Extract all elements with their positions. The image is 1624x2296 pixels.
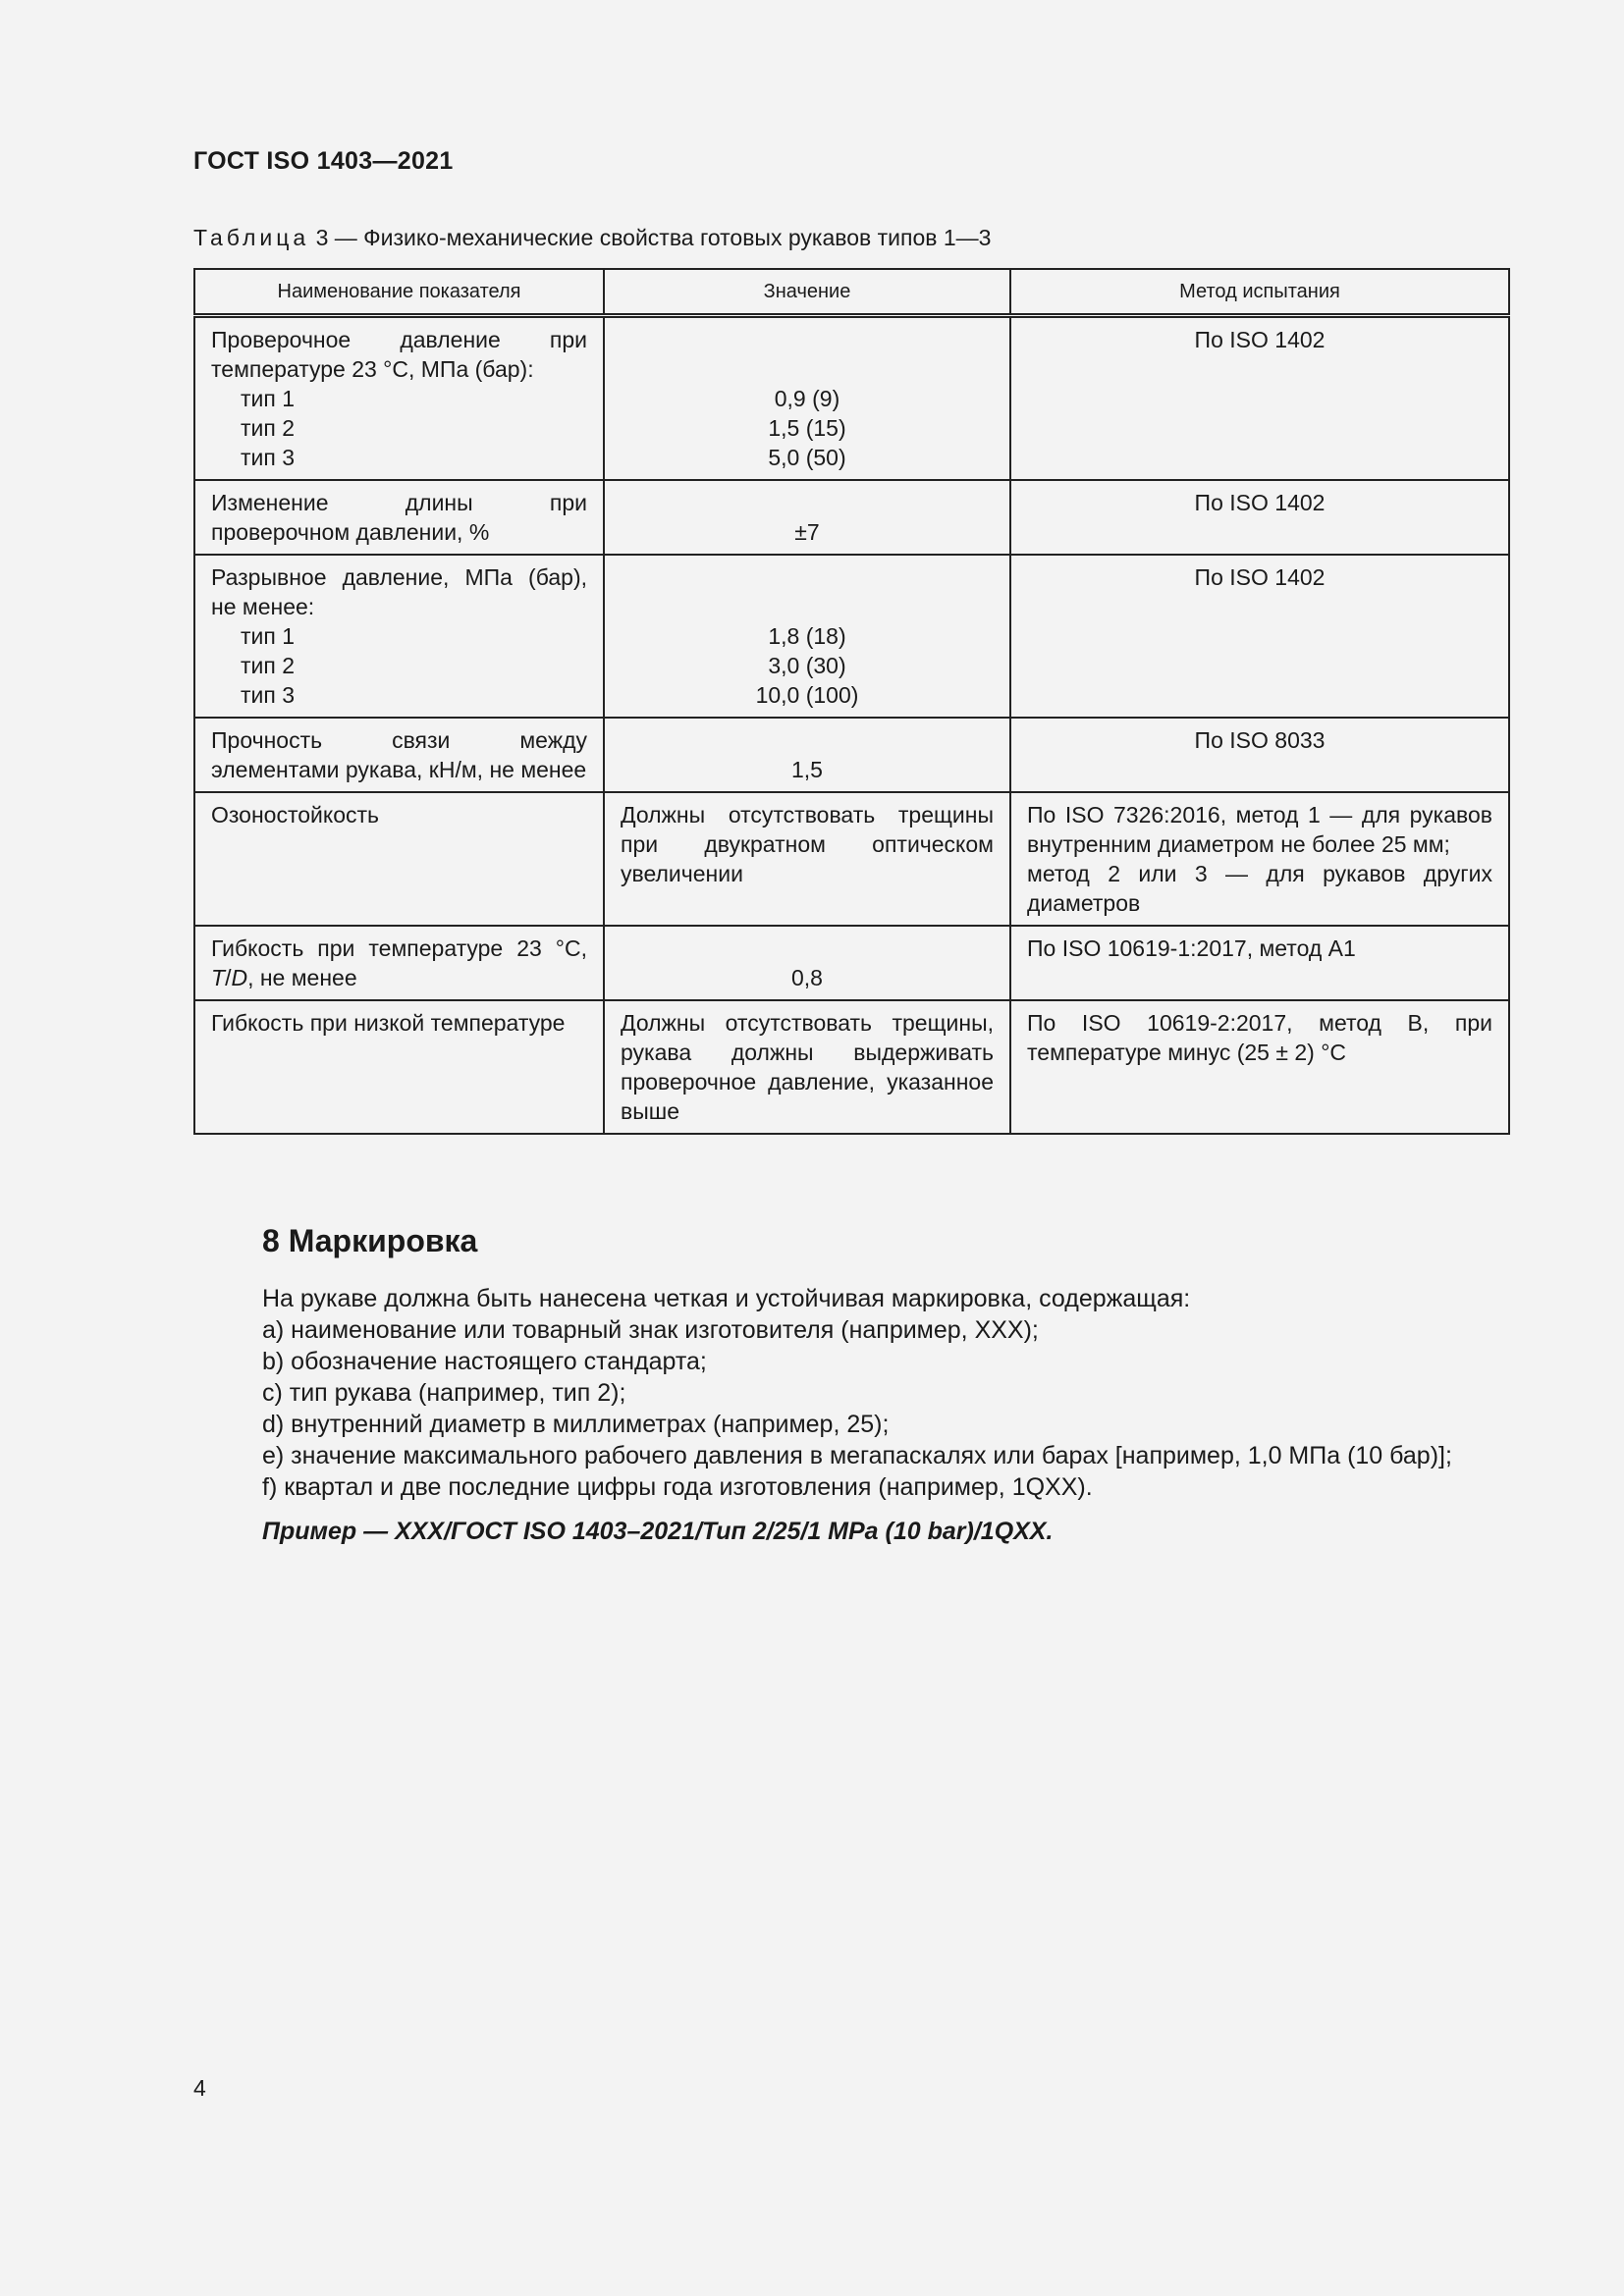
table-row bbox=[194, 926, 1509, 1000]
row-value: 0,8 bbox=[791, 965, 823, 990]
row-name: Гибкость при низкой температуре bbox=[211, 1010, 566, 1036]
row-name-italic-t: T bbox=[211, 965, 226, 990]
cell-method: По ISO 1402 bbox=[1010, 555, 1509, 718]
cell-method: По ISO 1402 bbox=[1010, 480, 1509, 555]
table-row bbox=[194, 555, 1509, 718]
row-name-suffix: , не менее bbox=[247, 965, 357, 990]
method-line: метод 2 или 3 — для рукавов других диаметров bbox=[1027, 861, 1492, 916]
row-sub-label: тип 1 bbox=[241, 386, 296, 411]
row-name-prefix: Гибкость при температуре 23 °C, bbox=[211, 935, 587, 961]
list-item: с) тип рукава (например, тип 2); bbox=[262, 1379, 626, 1407]
cell-value: Должны отсутствовать трещины при двукратном оптическом увеличении bbox=[604, 792, 1010, 926]
section-title: 8 Маркировка bbox=[262, 1223, 478, 1258]
cell-name bbox=[194, 480, 604, 555]
cell-method: По ISO 8033 bbox=[1010, 718, 1509, 792]
cell-name bbox=[194, 1000, 604, 1134]
table-caption-text: 3 — Физико-механические свойства готовых рукавов типов 1—3 bbox=[309, 225, 992, 250]
list-item: а) наименование или товарный знак изготовителя (например, XXX); bbox=[262, 1316, 1039, 1344]
column-header-name: Наименование показателя bbox=[194, 269, 604, 316]
row-value: 0,9 (9) bbox=[774, 386, 840, 411]
row-sub-label: тип 2 bbox=[241, 415, 296, 441]
list-item: f) квартал и две последние цифры года изготовления (например, 1QXX). bbox=[262, 1473, 1093, 1501]
row-value: 1,8 (18) bbox=[768, 623, 846, 649]
row-sub-label: тип 2 bbox=[241, 653, 296, 678]
row-value: 3,0 (30) bbox=[768, 653, 846, 678]
row-name-slash: / bbox=[225, 965, 232, 990]
cell-value bbox=[604, 555, 1010, 718]
row-value: 5,0 (50) bbox=[768, 445, 846, 470]
list-item: d) внутренний диаметр в миллиметрах (например, 25); bbox=[262, 1411, 890, 1438]
row-name: Разрывное давление, МПа (бар), не менее: bbox=[211, 564, 587, 619]
cell-value bbox=[604, 316, 1010, 481]
row-name: Изменение длины при проверочном давлении, % bbox=[211, 490, 587, 545]
row-sub-label: тип 1 bbox=[241, 623, 296, 649]
table-header-row bbox=[194, 269, 1509, 316]
cell-name bbox=[194, 316, 604, 481]
page-number: 4 bbox=[193, 2075, 206, 2101]
section-intro: На рукаве должна быть нанесена четкая и устойчивая маркировка, содержащая: bbox=[262, 1285, 1191, 1312]
table-row bbox=[194, 718, 1509, 792]
document-header: ГОСТ ISO 1403—2021 bbox=[193, 147, 454, 175]
row-value: 1,5 (15) bbox=[768, 415, 846, 441]
table-row bbox=[194, 480, 1509, 555]
cell-value: Должны отсутствовать трещины, рукава должны выдерживать проверочное давление, указанное выше bbox=[604, 1000, 1010, 1134]
row-value: 10,0 (100) bbox=[755, 682, 859, 708]
table-row bbox=[194, 316, 1509, 481]
column-header-method: Метод испытания bbox=[1010, 269, 1509, 316]
marking-example: Пример — XXX/ГОСТ ISO 1403–2021/Тип 2/25/1 MPa (10 bar)/1QXX. bbox=[262, 1518, 1054, 1545]
table-caption bbox=[193, 225, 991, 251]
list-item: b) обозначение настоящего стандарта; bbox=[262, 1348, 707, 1375]
cell-method bbox=[1010, 792, 1509, 926]
column-header-value: Значение bbox=[604, 269, 1010, 316]
row-name: Озоностойкость bbox=[211, 802, 380, 828]
cell-name bbox=[194, 792, 604, 926]
row-value: 1,5 bbox=[791, 757, 823, 782]
row-sub-label: тип 3 bbox=[241, 682, 296, 708]
cell-value bbox=[604, 926, 1010, 1000]
list-item: е) значение максимального рабочего давления в мегапаскалях или барах [например, 1,0 МПа (10 бар)]; bbox=[262, 1442, 1452, 1469]
cell-value bbox=[604, 480, 1010, 555]
properties-table bbox=[193, 268, 1510, 1135]
method-line: По ISO 7326:2016, метод 1 — для рукавов внутренним диаметром не более 25 мм; bbox=[1027, 802, 1492, 857]
row-value: ±7 bbox=[794, 519, 820, 545]
row-sub-label: тип 3 bbox=[241, 445, 296, 470]
cell-value bbox=[604, 718, 1010, 792]
table-row bbox=[194, 1000, 1509, 1134]
section-body bbox=[193, 1283, 1508, 1547]
cell-name bbox=[194, 718, 604, 792]
table-caption-label: Таблица bbox=[193, 225, 310, 250]
table-row bbox=[194, 792, 1509, 926]
cell-method: По ISO 10619-1:2017, метод А1 bbox=[1010, 926, 1509, 1000]
row-name-italic-d: D bbox=[231, 965, 248, 990]
cell-name bbox=[194, 926, 604, 1000]
row-name: Проверочное давление при температуре 23 °C, МПа (бар): bbox=[211, 327, 587, 382]
cell-method: По ISO 1402 bbox=[1010, 316, 1509, 481]
cell-name bbox=[194, 555, 604, 718]
cell-method: По ISO 10619-2:2017, метод В, при температуре минус (25 ± 2) °C bbox=[1010, 1000, 1509, 1134]
row-name: Прочность связи между элементами рукава, кН/м, не менее bbox=[211, 727, 587, 782]
